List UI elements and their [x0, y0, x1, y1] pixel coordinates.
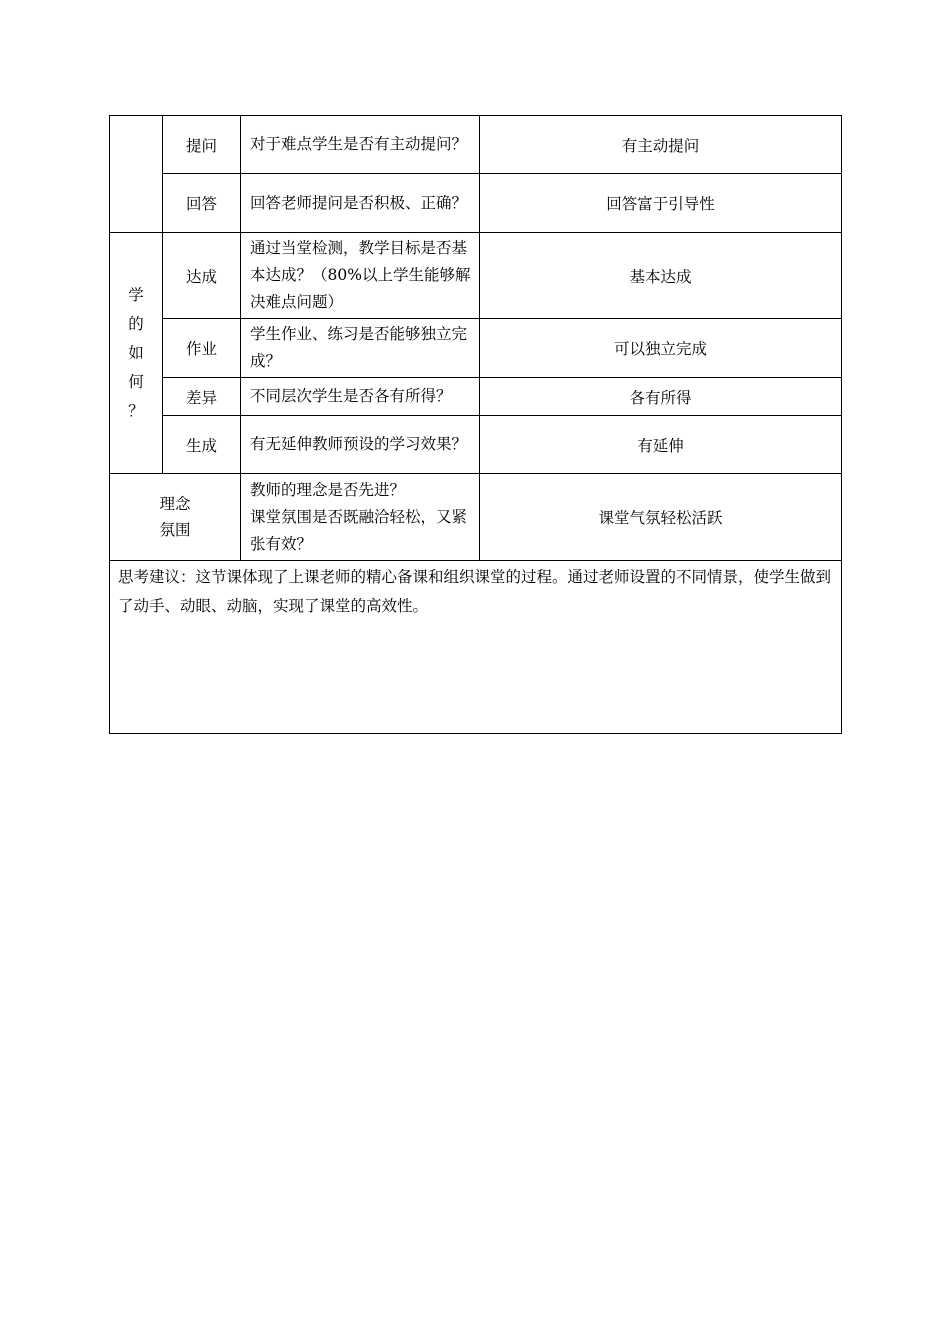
- category-char: 何: [128, 372, 144, 391]
- question-cell: 学生作业、练习是否能够独立完成？: [241, 319, 480, 378]
- category-concept: [110, 474, 241, 561]
- sub-item-label: 回答: [163, 174, 241, 233]
- question-line: 课堂氛围是否既融洽轻松，又紧张有效？: [250, 507, 468, 553]
- sub-item-label: 作业: [163, 319, 241, 378]
- table-row: [110, 174, 842, 233]
- answer-cell: 有延伸: [480, 416, 842, 474]
- table-row: [110, 561, 842, 734]
- answer-cell: 回答富于引导性: [480, 174, 842, 233]
- sub-item-label: 提问: [163, 116, 241, 174]
- answer-cell: 课堂气氛轻松活跃: [480, 474, 842, 561]
- question-cell: 不同层次学生是否各有所得？: [241, 378, 480, 416]
- category-char: 如: [128, 343, 144, 362]
- category-char: 学: [128, 285, 144, 304]
- evaluation-table: [109, 115, 842, 734]
- answer-cell: 各有所得: [480, 378, 842, 416]
- table-row: [110, 116, 842, 174]
- sub-item-label: 达成: [163, 233, 241, 319]
- answer-cell: 基本达成: [480, 233, 842, 319]
- sub-item-label: 差异: [163, 378, 241, 416]
- category-line: 理念: [159, 495, 191, 513]
- category-char: ？: [128, 401, 144, 420]
- category-cell-blank: [110, 116, 163, 233]
- table-row: [110, 319, 842, 378]
- category-learning: [110, 233, 163, 474]
- question-cell: 有无延伸教师预设的学习效果？: [241, 416, 480, 474]
- question-cell: 通过当堂检测，教学目标是否基本达成？（80%以上学生能够解决难点问题）: [241, 233, 480, 319]
- category-line: 氛围: [159, 521, 191, 539]
- table-row: [110, 233, 842, 319]
- question-cell: 对于难点学生是否有主动提问？: [241, 116, 480, 174]
- category-char: 的: [128, 314, 144, 333]
- answer-cell: 可以独立完成: [480, 319, 842, 378]
- answer-cell: 有主动提问: [480, 116, 842, 174]
- question-cell: 回答老师提问是否积极、正确？: [241, 174, 480, 233]
- suggestion-cell: 思考建议：这节课体现了上课老师的精心备课和组织课堂的过程。通过老师设置的不同情景，使学生做到了动手、动眼、动脑，实现了课堂的高效性。: [110, 561, 842, 734]
- question-cell: [241, 474, 480, 561]
- question-line: 教师的理念是否先进？: [250, 480, 406, 499]
- table-row: [110, 416, 842, 474]
- table-row: [110, 474, 842, 561]
- sub-item-label: 生成: [163, 416, 241, 474]
- table-row: [110, 378, 842, 416]
